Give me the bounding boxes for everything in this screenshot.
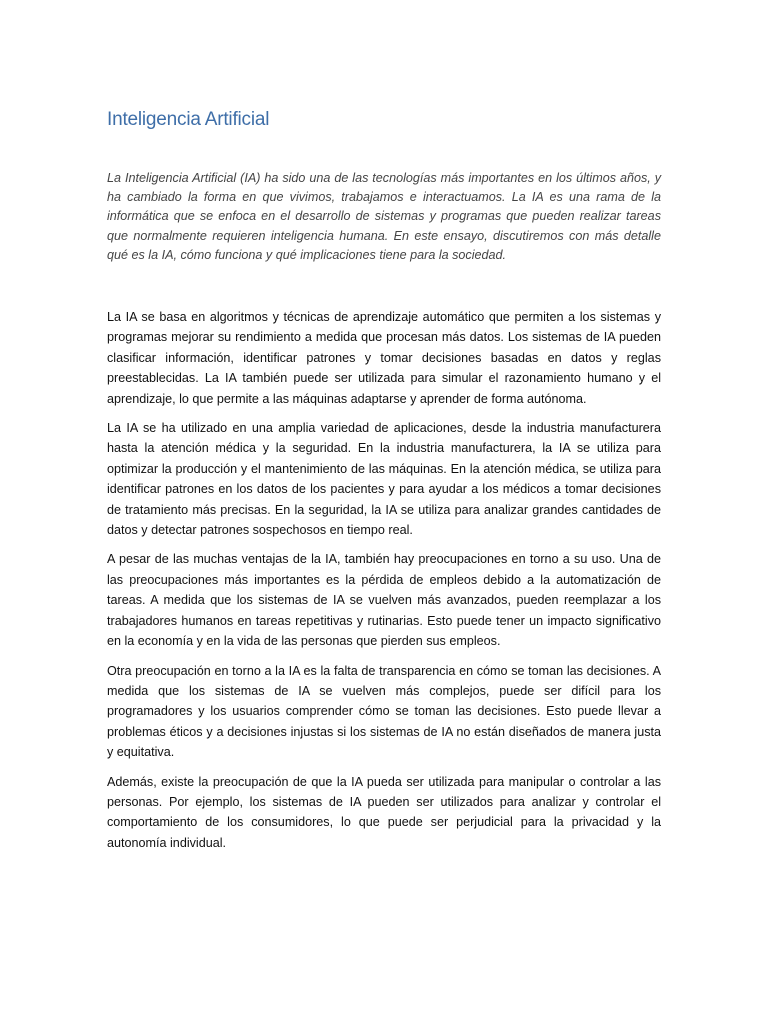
body-paragraph-3: A pesar de las muchas ventajas de la IA, también hay preocupaciones en torno a su uso. Una de las preocupaciones más importantes es la pérdida de empleos debido a la automatización de tareas. A medida que los sistemas de IA se vuelven más avanzados, pueden reemplazar a los trabajadores humanos en tareas repetitivas y rutinarias. Esto puede tener un impacto significativo en la economía y en la vida de las personas que pierden sus empleos.	[107, 552, 661, 649]
body-paragraph-1: La IA se basa en algoritmos y técnicas de aprendizaje automático que permiten a los sistemas y programas mejorar su rendimiento a medida que procesan más datos. Los sistemas de IA pueden clasificar información, identificar patrones y tomar decisiones basadas en datos y reglas preestablecidas. La IA también puede ser utilizada para simular el razonamiento humano y el aprendizaje, lo que permite a las máquinas adaptarse y aprender de forma autónoma.	[107, 310, 661, 406]
document-content	[107, 108, 661, 862]
document-title: Inteligencia Artificial	[107, 109, 270, 130]
body-paragraph-4: Otra preocupación en torno a la IA es la falta de transparencia en cómo se toman las decisiones. A medida que los sistemas de IA se vuelven más complejos, puede ser difícil para los programadores y los usuarios comprender cómo se toman las decisiones. Esto puede llevar a problemas éticos y a decisiones injustas si los sistemas de IA no están diseñados de manera justa y equitativa.	[107, 663, 661, 760]
body-paragraph-2: La IA se ha utilizado en una amplia variedad de aplicaciones, desde la industria manufacturera hasta la atención médica y la seguridad. En la industria manufacturera, la IA se utiliza para optimizar la producción y el mantenimiento de las máquinas. En la atención médica, se utiliza para identificar patrones en los datos de los pacientes y para ayudar a los médicos a tomar decisiones de tratamiento más precisas. En la seguridad, la IA se utiliza para analizar grandes cantidades de datos y detectar patrones sospechosos en tiempo real.	[107, 421, 661, 538]
body-paragraph-5: Además, existe la preocupación de que la IA pueda ser utilizada para manipular o controlar a las personas. Por ejemplo, los sistemas de IA pueden ser utilizados para analizar y controlar el comportamiento de los consumidores, lo que puede ser perjudicial para la privacidad y la autonomía individual.	[107, 774, 661, 850]
intro-paragraph: La Inteligencia Artificial (IA) ha sido una de las tecnologías más importantes en los últimos años, y ha cambiado la forma en que vivimos, trabajamos e interactuamos. La IA es una rama de la informática que se enfoca en el desarrollo de sistemas y programas que pueden realizar tareas que normalmente requieren inteligencia humana. En este ensayo, discutiremos con más detalle qué es la IA, cómo funciona y qué implicaciones tiene para la sociedad.	[107, 171, 661, 262]
